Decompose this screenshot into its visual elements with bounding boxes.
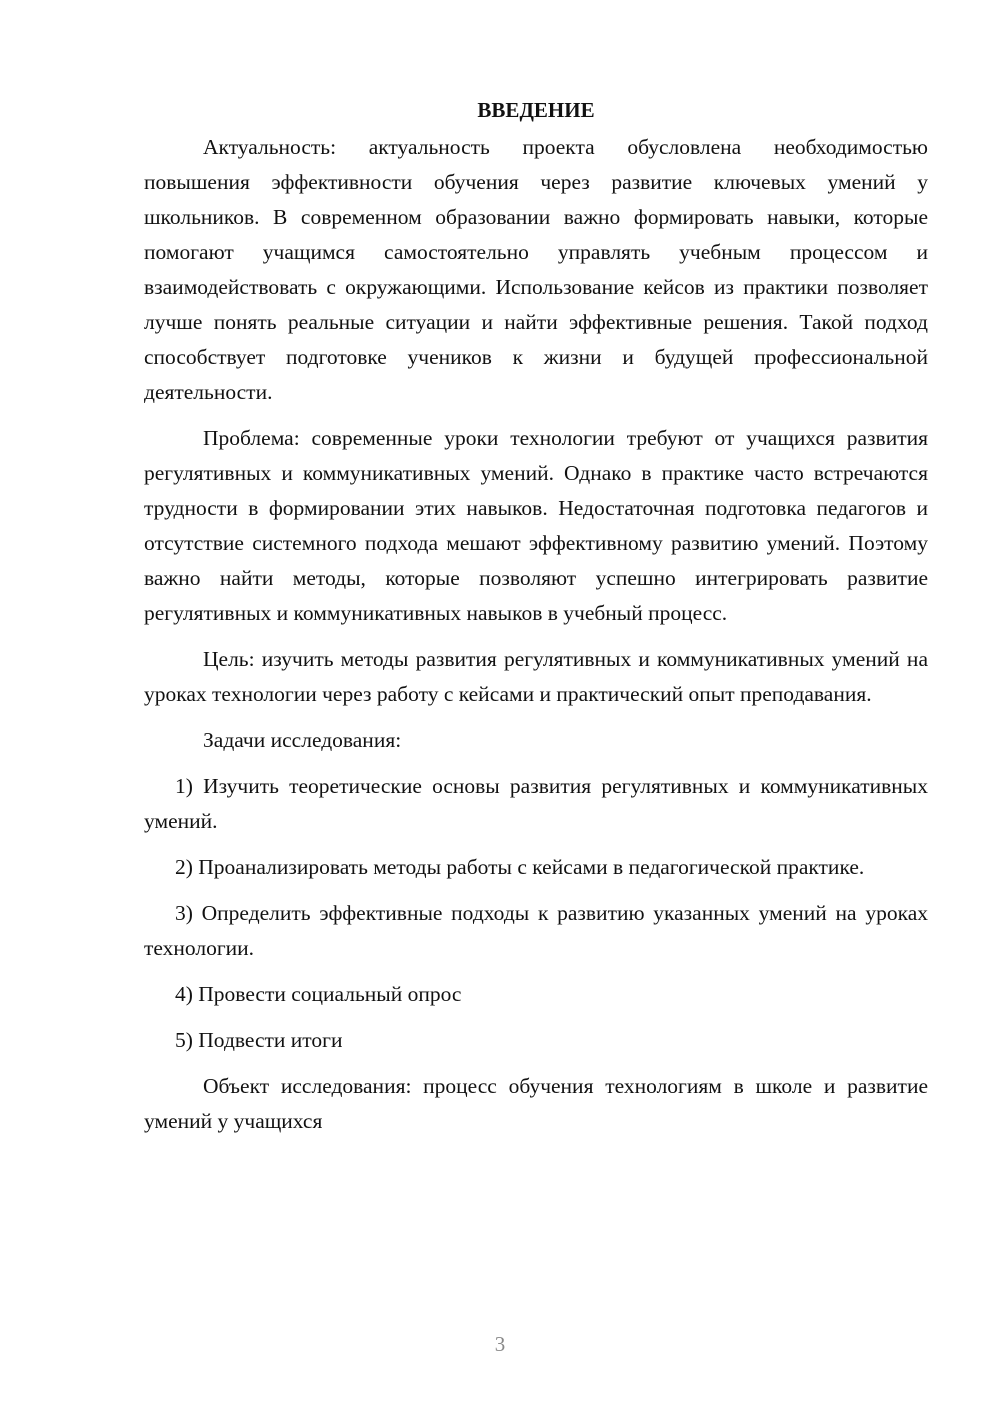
- page-content: [144, 92, 928, 1139]
- task-item: 1) Изучить теоретические основы развития регулятивных и коммуникативных умений.: [144, 774, 928, 833]
- tasks-heading: Задачи исследования:: [203, 728, 402, 752]
- task-item: 5) Подвести итоги: [175, 1028, 343, 1052]
- task-item: 2) Проанализировать методы работы с кейсами в педагогической практике.: [175, 855, 865, 879]
- section-title: ВВЕДЕНИЕ: [477, 98, 595, 122]
- paragraph-goal: Цель: изучить методы развития регулятивных и коммуникативных умений на уроках технологии через работу с кейсами и практический опыт преподавания.: [144, 647, 928, 706]
- page-number: 3: [494, 1332, 506, 1356]
- paragraph-object: Объект исследования: процесс обучения технологиям в школе и развитие умений у учащихся: [144, 1074, 928, 1133]
- task-item: 3) Определить эффективные подходы к развитию указанных умений на уроках технологии.: [144, 901, 928, 960]
- paragraph-relevance: Актуальность: актуальность проекта обусловлена необходимостью повышения эффективности обучения через развитие ключевых умений у школьников. В современном образовании важно формировать навыки, которые помогают учащимся самостоятельно управлять учебным процессом и взаимодействовать с окружающими. Использование кейсов из практики позволяет лучше понять реальные ситуации и найти эффективные решения. Такой подход способствует подготовке учеников к жизни и будущей профессиональной деятельности.: [144, 135, 928, 404]
- paragraph-problem: Проблема: современные уроки технологии требуют от учащихся развития регулятивных и коммуникативных умений. Однако в практике часто встречаются трудности в формировании этих навыков. Недостаточная подготовка педагогов и отсутствие системного подхода мешают эффективному развитию умений. Поэтому важно найти методы, которые позволяют успешно интегрировать развитие регулятивных и коммуникативных навыков в учебный процесс.: [144, 426, 928, 625]
- task-item: 4) Провести социальный опрос: [175, 982, 462, 1006]
